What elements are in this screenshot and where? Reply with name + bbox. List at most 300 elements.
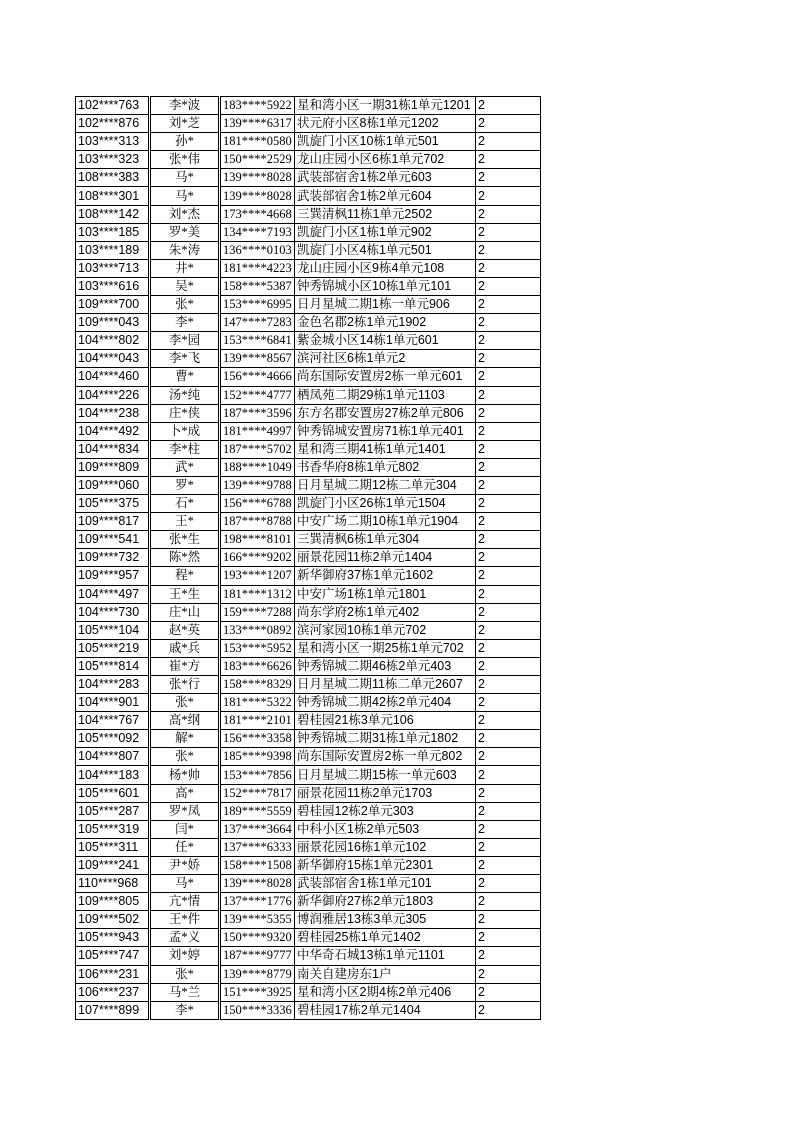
phone-cell: 187****5702 (220, 440, 295, 458)
id-cell: 104****767 (76, 712, 150, 730)
table-row (76, 115, 541, 133)
address-cell: 龙山庄园小区6栋1单元702 (295, 151, 476, 169)
address-cell: 南关自建房东1户 (295, 965, 476, 983)
address-cell: 星和湾小区一期31栋1单元1201 (295, 97, 476, 115)
name-cell: 罗*美 (150, 223, 220, 241)
table-row (76, 856, 541, 874)
name-cell: 李*柱 (150, 440, 220, 458)
table-row (76, 332, 541, 350)
count-cell: 2 (476, 513, 541, 531)
id-cell: 105****375 (76, 495, 150, 513)
table-row (76, 694, 541, 712)
id-cell: 109****043 (76, 314, 150, 332)
count-cell: 2 (476, 440, 541, 458)
phone-cell: 158****5387 (220, 277, 295, 295)
phone-cell: 150****2529 (220, 151, 295, 169)
phone-cell: 133****0892 (220, 621, 295, 639)
name-cell: 李* (150, 1001, 220, 1019)
address-cell: 尚东国际安置房2栋一单元802 (295, 748, 476, 766)
id-cell: 108****301 (76, 187, 150, 205)
id-cell: 104****183 (76, 766, 150, 784)
name-cell: 李* (150, 314, 220, 332)
id-cell: 109****060 (76, 476, 150, 494)
phone-cell: 156****6788 (220, 495, 295, 513)
count-cell: 2 (476, 368, 541, 386)
name-cell: 张*行 (150, 676, 220, 694)
name-cell: 刘*杰 (150, 205, 220, 223)
table-row (76, 133, 541, 151)
id-cell: 103****323 (76, 151, 150, 169)
name-cell: 王*件 (150, 911, 220, 929)
name-cell: 高* (150, 784, 220, 802)
phone-cell: 152****4777 (220, 386, 295, 404)
id-cell: 102****763 (76, 97, 150, 115)
id-cell: 109****241 (76, 856, 150, 874)
address-cell: 日月星城二期15栋一单元603 (295, 766, 476, 784)
name-cell: 马* (150, 875, 220, 893)
name-cell: 张*生 (150, 531, 220, 549)
count-cell: 2 (476, 151, 541, 169)
phone-cell: 185****9398 (220, 748, 295, 766)
table-row (76, 368, 541, 386)
phone-cell: 147****7283 (220, 314, 295, 332)
count-cell: 2 (476, 187, 541, 205)
id-cell: 103****713 (76, 259, 150, 277)
address-cell: 东方名郡安置房27栋2单元806 (295, 404, 476, 422)
address-cell: 丽景花园11栋2单元1703 (295, 784, 476, 802)
table-row (76, 458, 541, 476)
id-cell: 105****104 (76, 621, 150, 639)
phone-cell: 181****5322 (220, 694, 295, 712)
table-row (76, 621, 541, 639)
name-cell: 张* (150, 965, 220, 983)
name-cell: 张* (150, 694, 220, 712)
count-cell: 2 (476, 458, 541, 476)
phone-cell: 139****8028 (220, 169, 295, 187)
table-row (76, 223, 541, 241)
id-cell: 105****814 (76, 657, 150, 675)
address-cell: 星和湾三期41栋1单元1401 (295, 440, 476, 458)
table-row (76, 911, 541, 929)
name-cell: 罗*凤 (150, 802, 220, 820)
name-cell: 尹*娇 (150, 856, 220, 874)
count-cell: 2 (476, 549, 541, 567)
name-cell: 赵*英 (150, 621, 220, 639)
name-cell: 陈*然 (150, 549, 220, 567)
phone-cell: 139****6317 (220, 115, 295, 133)
address-cell: 碧桂园17栋2单元1404 (295, 1001, 476, 1019)
address-cell: 中科小区1栋2单元503 (295, 820, 476, 838)
table-row (76, 531, 541, 549)
count-cell: 2 (476, 223, 541, 241)
phone-cell: 181****0580 (220, 133, 295, 151)
count-cell: 2 (476, 314, 541, 332)
count-cell: 2 (476, 585, 541, 603)
count-cell: 2 (476, 277, 541, 295)
table-row (76, 259, 541, 277)
name-cell: 王* (150, 513, 220, 531)
id-cell: 105****092 (76, 730, 150, 748)
count-cell: 2 (476, 802, 541, 820)
count-cell: 2 (476, 893, 541, 911)
name-cell: 亢*情 (150, 893, 220, 911)
id-cell: 109****700 (76, 296, 150, 314)
phone-cell: 198****8101 (220, 531, 295, 549)
name-cell: 罗* (150, 476, 220, 494)
name-cell: 庄*侠 (150, 404, 220, 422)
phone-cell: 139****8028 (220, 187, 295, 205)
phone-cell: 136****0103 (220, 241, 295, 259)
address-cell: 丽景花园16栋1单元102 (295, 838, 476, 856)
table-row (76, 784, 541, 802)
count-cell: 2 (476, 115, 541, 133)
table-row (76, 495, 541, 513)
name-cell: 刘*芝 (150, 115, 220, 133)
address-cell: 钟秀锦城二期46栋2单元403 (295, 657, 476, 675)
name-cell: 解* (150, 730, 220, 748)
table-row (76, 151, 541, 169)
id-cell: 102****876 (76, 115, 150, 133)
address-cell: 中安广场1栋1单元1801 (295, 585, 476, 603)
address-cell: 碧桂园21栋3单元106 (295, 712, 476, 730)
name-cell: 卜*成 (150, 422, 220, 440)
count-cell: 2 (476, 766, 541, 784)
address-cell: 新华御府37栋1单元1602 (295, 567, 476, 585)
phone-cell: 181****2101 (220, 712, 295, 730)
count-cell: 2 (476, 929, 541, 947)
address-cell: 博润雅居13栋3单元305 (295, 911, 476, 929)
name-cell: 任* (150, 838, 220, 856)
phone-cell: 156****3358 (220, 730, 295, 748)
id-cell: 104****283 (76, 676, 150, 694)
id-cell: 109****817 (76, 513, 150, 531)
id-cell: 104****834 (76, 440, 150, 458)
address-cell: 日月星城二期11栋二单元2607 (295, 676, 476, 694)
phone-cell: 150****9320 (220, 929, 295, 947)
id-cell: 110****968 (76, 875, 150, 893)
phone-cell: 183****5922 (220, 97, 295, 115)
id-cell: 105****219 (76, 639, 150, 657)
table-row (76, 440, 541, 458)
table-row (76, 296, 541, 314)
phone-cell: 187****9777 (220, 947, 295, 965)
address-cell: 紫金城小区14栋1单元601 (295, 332, 476, 350)
phone-cell: 153****6995 (220, 296, 295, 314)
address-cell: 中华奇石城13栋1单元1101 (295, 947, 476, 965)
id-cell: 104****226 (76, 386, 150, 404)
phone-cell: 156****4666 (220, 368, 295, 386)
table-row (76, 875, 541, 893)
count-cell: 2 (476, 965, 541, 983)
name-cell: 井* (150, 259, 220, 277)
count-cell: 2 (476, 911, 541, 929)
count-cell: 2 (476, 422, 541, 440)
address-cell: 星和湾小区一期25栋1单元702 (295, 639, 476, 657)
count-cell: 2 (476, 97, 541, 115)
name-cell: 马* (150, 169, 220, 187)
phone-cell: 151****3925 (220, 983, 295, 1001)
table-row (76, 929, 541, 947)
id-cell: 106****231 (76, 965, 150, 983)
address-cell: 新华御府15栋1单元2301 (295, 856, 476, 874)
name-cell: 王*生 (150, 585, 220, 603)
address-cell: 金色名郡2栋1单元1902 (295, 314, 476, 332)
id-cell: 109****732 (76, 549, 150, 567)
address-cell: 状元府小区8栋1单元1202 (295, 115, 476, 133)
name-cell: 曹* (150, 368, 220, 386)
count-cell: 2 (476, 133, 541, 151)
count-cell: 2 (476, 296, 541, 314)
record-table (75, 96, 541, 1020)
address-cell: 碧桂园12栋2单元303 (295, 802, 476, 820)
count-cell: 2 (476, 621, 541, 639)
phone-cell: 150****3336 (220, 1001, 295, 1019)
address-cell: 武装部宿舍1栋2单元604 (295, 187, 476, 205)
count-cell: 2 (476, 386, 541, 404)
count-cell: 2 (476, 169, 541, 187)
phone-cell: 181****4223 (220, 259, 295, 277)
name-cell: 汤*纯 (150, 386, 220, 404)
address-cell: 凯旋门小区26栋1单元1504 (295, 495, 476, 513)
address-cell: 钟秀锦城小区10栋1单元101 (295, 277, 476, 295)
name-cell: 闫* (150, 820, 220, 838)
phone-cell: 158****1508 (220, 856, 295, 874)
table-row (76, 476, 541, 494)
address-cell: 滨河社区6栋1单元2 (295, 350, 476, 368)
address-cell: 武装部宿舍1栋1单元101 (295, 875, 476, 893)
id-cell: 107****899 (76, 1001, 150, 1019)
count-cell: 2 (476, 657, 541, 675)
table-row (76, 1001, 541, 1019)
address-cell: 碧桂园25栋1单元1402 (295, 929, 476, 947)
phone-cell: 137****3664 (220, 820, 295, 838)
address-cell: 尚东国际安置房2栋一单元601 (295, 368, 476, 386)
id-cell: 109****502 (76, 911, 150, 929)
id-cell: 104****492 (76, 422, 150, 440)
name-cell: 李*园 (150, 332, 220, 350)
phone-cell: 166****9202 (220, 549, 295, 567)
address-cell: 三巽清枫6栋1单元304 (295, 531, 476, 549)
table-row (76, 97, 541, 115)
phone-cell: 189****5559 (220, 802, 295, 820)
table-row (76, 820, 541, 838)
table-row (76, 205, 541, 223)
table-row (76, 386, 541, 404)
table-row (76, 657, 541, 675)
id-cell: 103****185 (76, 223, 150, 241)
table-row (76, 965, 541, 983)
id-cell: 109****541 (76, 531, 150, 549)
phone-cell: 139****8567 (220, 350, 295, 368)
name-cell: 马* (150, 187, 220, 205)
id-cell: 105****287 (76, 802, 150, 820)
count-cell: 2 (476, 676, 541, 694)
table-row (76, 241, 541, 259)
count-cell: 2 (476, 712, 541, 730)
count-cell: 2 (476, 495, 541, 513)
phone-cell: 153****7856 (220, 766, 295, 784)
table-row (76, 187, 541, 205)
table-row (76, 513, 541, 531)
name-cell: 朱*涛 (150, 241, 220, 259)
count-cell: 2 (476, 947, 541, 965)
count-cell: 2 (476, 476, 541, 494)
phone-cell: 187****8788 (220, 513, 295, 531)
id-cell: 104****807 (76, 748, 150, 766)
name-cell: 高*纲 (150, 712, 220, 730)
phone-cell: 183****6626 (220, 657, 295, 675)
phone-cell: 152****7817 (220, 784, 295, 802)
id-cell: 106****237 (76, 983, 150, 1001)
address-cell: 武装部宿舍1栋2单元603 (295, 169, 476, 187)
id-cell: 104****238 (76, 404, 150, 422)
name-cell: 戚*兵 (150, 639, 220, 657)
count-cell: 2 (476, 603, 541, 621)
table-row (76, 549, 541, 567)
count-cell: 2 (476, 856, 541, 874)
name-cell: 庄*山 (150, 603, 220, 621)
name-cell: 程* (150, 567, 220, 585)
table-row (76, 404, 541, 422)
table-row (76, 983, 541, 1001)
phone-cell: 187****3596 (220, 404, 295, 422)
phone-cell: 181****4997 (220, 422, 295, 440)
name-cell: 刘*婷 (150, 947, 220, 965)
count-cell: 2 (476, 1001, 541, 1019)
table-row (76, 766, 541, 784)
phone-cell: 137****1776 (220, 893, 295, 911)
id-cell: 104****901 (76, 694, 150, 712)
id-cell: 105****319 (76, 820, 150, 838)
name-cell: 张*伟 (150, 151, 220, 169)
count-cell: 2 (476, 875, 541, 893)
count-cell: 2 (476, 730, 541, 748)
table-row (76, 838, 541, 856)
address-cell: 滨河家园10栋1单元702 (295, 621, 476, 639)
address-cell: 中安广场二期10栋1单元1904 (295, 513, 476, 531)
phone-cell: 153****5952 (220, 639, 295, 657)
table-row (76, 712, 541, 730)
id-cell: 104****730 (76, 603, 150, 621)
table-row (76, 603, 541, 621)
count-cell: 2 (476, 404, 541, 422)
id-cell: 105****747 (76, 947, 150, 965)
count-cell: 2 (476, 350, 541, 368)
address-cell: 凯旋门小区10栋1单元501 (295, 133, 476, 151)
address-cell: 新华御府27栋2单元1803 (295, 893, 476, 911)
phone-cell: 188****1049 (220, 458, 295, 476)
name-cell: 杨*帅 (150, 766, 220, 784)
table-row (76, 730, 541, 748)
address-cell: 凯旋门小区1栋1单元902 (295, 223, 476, 241)
id-cell: 104****802 (76, 332, 150, 350)
phone-cell: 139****8779 (220, 965, 295, 983)
address-cell: 钟秀锦城二期31栋1单元1802 (295, 730, 476, 748)
id-cell: 108****142 (76, 205, 150, 223)
name-cell: 石* (150, 495, 220, 513)
count-cell: 2 (476, 694, 541, 712)
table-row (76, 947, 541, 965)
count-cell: 2 (476, 838, 541, 856)
name-cell: 孟*义 (150, 929, 220, 947)
phone-cell: 173****4668 (220, 205, 295, 223)
address-cell: 钟秀锦城二期42栋2单元404 (295, 694, 476, 712)
phone-cell: 137****6333 (220, 838, 295, 856)
id-cell: 109****957 (76, 567, 150, 585)
count-cell: 2 (476, 639, 541, 657)
address-cell: 日月星城二期12栋二单元304 (295, 476, 476, 494)
table-row (76, 567, 541, 585)
phone-cell: 134****7193 (220, 223, 295, 241)
id-cell: 109****809 (76, 458, 150, 476)
table-row (76, 585, 541, 603)
address-cell: 龙山庄园小区9栋4单元108 (295, 259, 476, 277)
count-cell: 2 (476, 531, 541, 549)
phone-cell: 153****6841 (220, 332, 295, 350)
name-cell: 孙* (150, 133, 220, 151)
count-cell: 2 (476, 567, 541, 585)
count-cell: 2 (476, 332, 541, 350)
name-cell: 张* (150, 296, 220, 314)
table-row (76, 802, 541, 820)
address-cell: 栖凤苑二期29栋1单元1103 (295, 386, 476, 404)
table-row (76, 169, 541, 187)
address-cell: 尚东学府2栋1单元402 (295, 603, 476, 621)
address-cell: 凯旋门小区4栋1单元501 (295, 241, 476, 259)
phone-cell: 193****1207 (220, 567, 295, 585)
address-cell: 三巽清枫11栋1单元2502 (295, 205, 476, 223)
id-cell: 104****460 (76, 368, 150, 386)
id-cell: 105****601 (76, 784, 150, 802)
id-cell: 103****189 (76, 241, 150, 259)
id-cell: 109****805 (76, 893, 150, 911)
address-cell: 书香华府8栋1单元802 (295, 458, 476, 476)
phone-cell: 139****9788 (220, 476, 295, 494)
table-row (76, 676, 541, 694)
table-row (76, 748, 541, 766)
name-cell: 马*兰 (150, 983, 220, 1001)
count-cell: 2 (476, 259, 541, 277)
table-row (76, 422, 541, 440)
name-cell: 崔*方 (150, 657, 220, 675)
phone-cell: 181****1312 (220, 585, 295, 603)
id-cell: 105****943 (76, 929, 150, 947)
table-row (76, 277, 541, 295)
name-cell: 张* (150, 748, 220, 766)
name-cell: 吴* (150, 277, 220, 295)
phone-cell: 158****8329 (220, 676, 295, 694)
name-cell: 李*波 (150, 97, 220, 115)
phone-cell: 139****8028 (220, 875, 295, 893)
count-cell: 2 (476, 748, 541, 766)
table-row (76, 639, 541, 657)
count-cell: 2 (476, 205, 541, 223)
count-cell: 2 (476, 820, 541, 838)
id-cell: 108****383 (76, 169, 150, 187)
count-cell: 2 (476, 784, 541, 802)
id-cell: 103****313 (76, 133, 150, 151)
record-table-body (76, 97, 541, 1020)
phone-cell: 139****5355 (220, 911, 295, 929)
name-cell: 李*飞 (150, 350, 220, 368)
id-cell: 105****311 (76, 838, 150, 856)
address-cell: 日月星城二期1栋一单元906 (295, 296, 476, 314)
table-row (76, 314, 541, 332)
count-cell: 2 (476, 983, 541, 1001)
table-row (76, 350, 541, 368)
address-cell: 星和湾小区2期4栋2单元406 (295, 983, 476, 1001)
table-row (76, 893, 541, 911)
